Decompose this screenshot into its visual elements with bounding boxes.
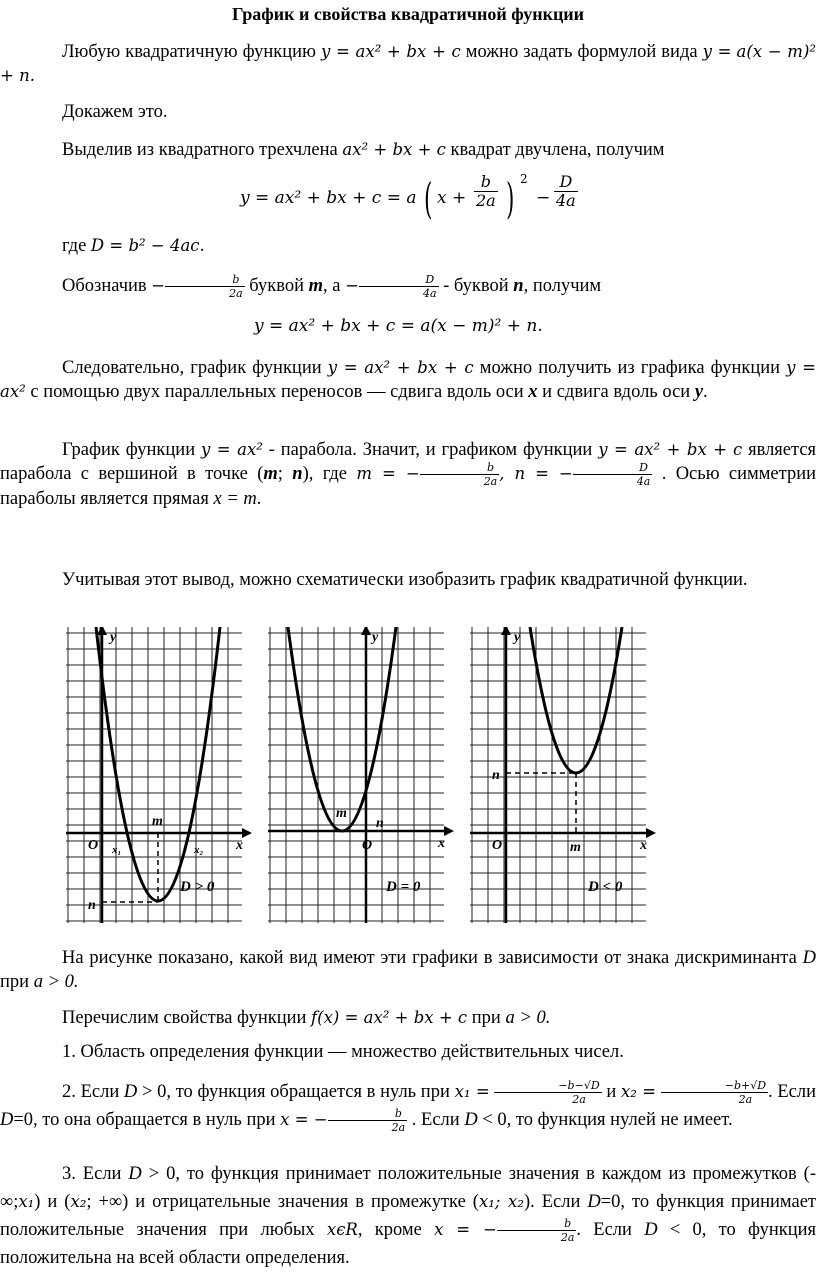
graph-d-positive <box>66 627 252 933</box>
y-axis-label: y <box>110 630 117 645</box>
n-label: n <box>376 816 384 831</box>
parabola-chart-1 <box>66 627 252 927</box>
property-2: 2. Если D > 0, то функция обращается в нуль при x₁ = $\frac{-b-√D}{2a}$ и x₂ = $\frac{-b+√D}{2a}$ . Если D=0, то она обращается в нуль при x = − $\frac{b}{2a}$ . Если D < 0, то функция нулей не имеет. <box>0 1079 816 1135</box>
graph-d-negative <box>470 627 656 933</box>
fraction: $\frac{b}{2a}$ <box>476 172 496 210</box>
y-axis-label: y <box>514 630 521 645</box>
discriminant-caption: D > 0 <box>180 879 215 895</box>
parabola-chart-2 <box>268 627 454 927</box>
paragraph-conclusion: Учитывая этот вывод, можно схематически изобразить график квадратичной функции. <box>62 570 748 590</box>
paragraph-complete-square <box>0 138 816 162</box>
x2-label: x₂ <box>194 844 204 856</box>
x1-label: x₁ <box>112 844 122 856</box>
n-label: n <box>492 768 500 783</box>
m-label: m <box>152 814 163 829</box>
text: квадрат двучлена, получим <box>450 140 665 160</box>
origin-label: O <box>362 838 373 853</box>
m-label: m <box>336 806 347 821</box>
paragraph-prove: Докажем это. <box>62 102 168 122</box>
text: Любую квадратичную функцию <box>62 42 316 62</box>
m-label: m <box>570 840 581 855</box>
graph-d-zero <box>268 627 454 933</box>
paragraph-where <box>0 234 816 258</box>
paragraph-notation: Обозначив − $\frac{b}{2a}$ буквой m, а − $\frac{D}{4a}$ - буквой n, получим <box>62 273 602 301</box>
page-title: График и свойства квадратичной функции <box>231 4 585 24</box>
origin-label: O <box>492 838 503 853</box>
origin-label: O <box>88 838 99 853</box>
discriminant-caption: D < 0 <box>588 879 623 895</box>
formula: D = b² − 4ac. <box>90 236 205 255</box>
paragraph-shift: Следовательно, график функции y = ax² + bx + c можно получить из графика функции y = ax² с помощью двух параллельных переносов — сдвига вдоль оси x и сдвига вдоль оси y. <box>0 358 816 402</box>
paragraph-figure-note: На рисунке показано, какой вид имеют эти графики в зависимости от знака дискриминанта D при a > 0. <box>0 948 816 992</box>
fraction: $\frac{D}{4a}$ <box>556 172 576 210</box>
paragraph-parabola: График функции y = ax² - парабола. Значит, и графиком функции y = ax² + bx + c является парабола с вершиной в точке (m; n), где m = − $\frac{b}{2a}$ , n = − $\frac{D}{4a}$ . Осью симметрии параболы является прямая x = m. <box>0 440 816 510</box>
formula: y = <box>702 42 732 61</box>
discriminant-caption: D = 0 <box>386 879 421 895</box>
formula: ax² + bx + c <box>342 140 446 159</box>
parabola-curve <box>96 627 220 901</box>
x-axis-label: x <box>438 836 445 851</box>
property-1: 1. Область определения функции — множество действительных чисел. <box>62 1042 624 1062</box>
paragraph-properties: Перечислим свойства функции f(x) = ax² + bx + c при a > 0. <box>62 1008 551 1028</box>
text: Выделив из квадратного трехчлена <box>62 140 338 160</box>
formula: y = ax² + bx + c <box>320 42 461 61</box>
equation-1: y = ax² + bx + c = a ( x + $\frac{b}{2a}$ ) 2 − $\frac{D}{4a}$ <box>240 172 576 223</box>
x-axis-label: x <box>236 838 243 853</box>
n-label: n <box>88 898 96 913</box>
text: где <box>62 236 87 256</box>
property-3: 3. Если D > 0, то функция принимает положительные значения в каждом из промежутков (-∞;x₁) и (x₂; +∞) и отрицательные значения в промежутке (x₁; x₂). Если D=0, то функция принимает положительные значения при любых xϵR, кроме x = − $\frac{b}{2a}$ . Если D < 0, то функция положительна на всей области определения. <box>0 1164 816 1268</box>
paragraph-intro <box>0 40 816 88</box>
formula: a(x − m)² + n. <box>0 42 816 85</box>
parabola-chart-3 <box>470 627 656 927</box>
x-axis-label: x <box>640 838 647 853</box>
y-axis-label: y <box>372 630 379 645</box>
formula: y = ax² + bx + c = a <box>240 188 417 208</box>
text: можно задать формулой вида <box>465 42 698 62</box>
equation-2: y = ax² + bx + c = a(x − m)² + n. <box>254 316 543 336</box>
